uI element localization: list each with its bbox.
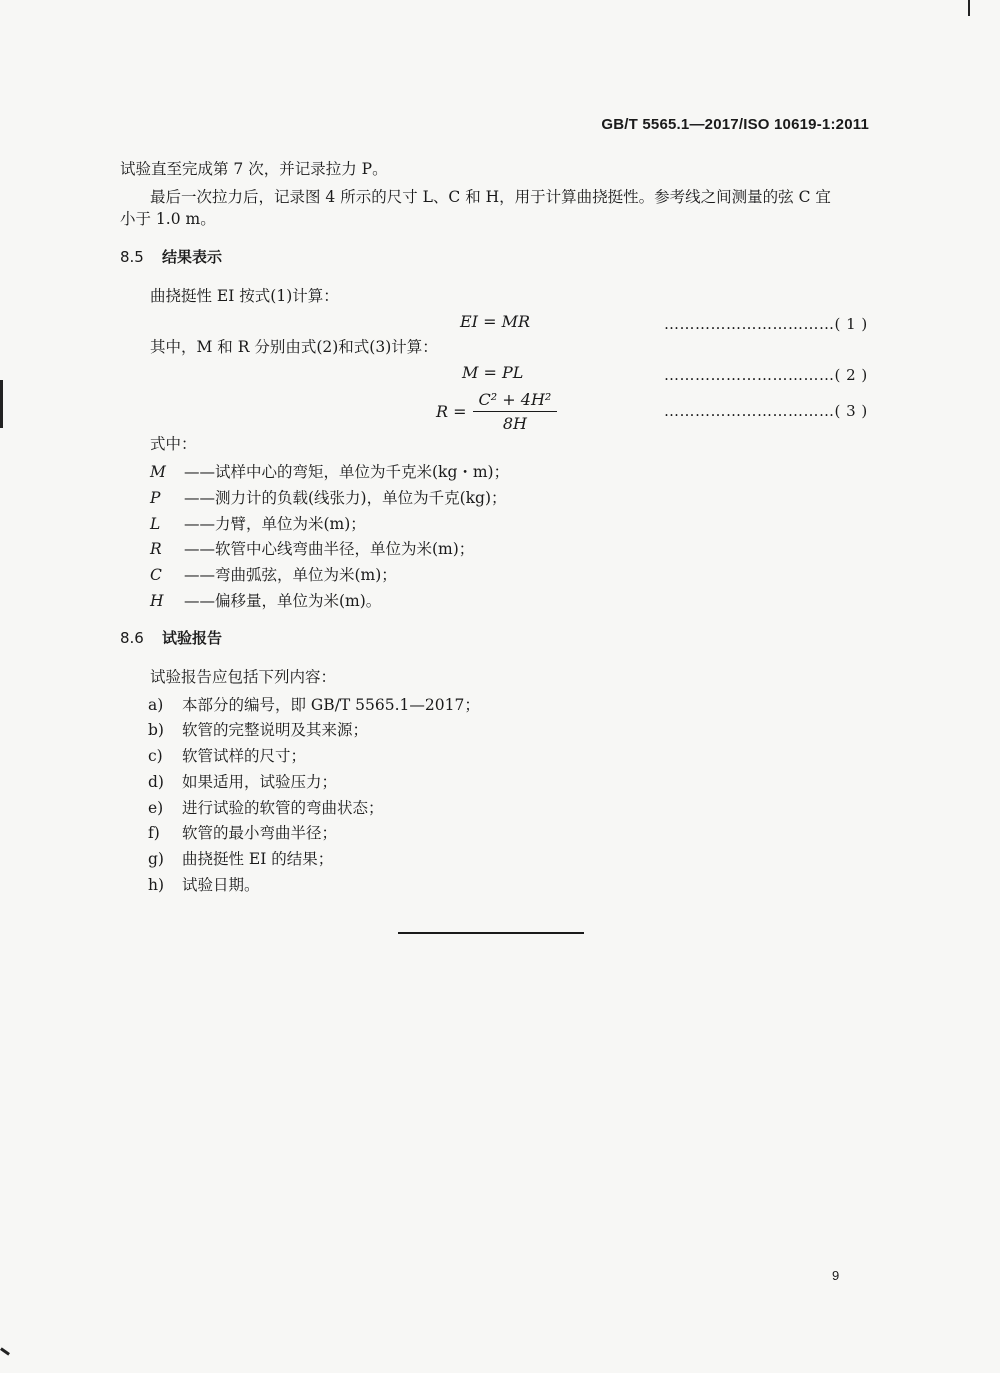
formula-3-numerator: C² + 4H²: [473, 390, 558, 412]
formula-3-lhs: R =: [436, 402, 467, 421]
list-item-label: a): [148, 696, 164, 714]
list-item: [148, 770, 337, 792]
list-item-text: 软管的最小弯曲半径；: [182, 824, 338, 842]
list-item-text: 试验日期。: [182, 876, 260, 894]
formula-lead: 曲挠挺性 EI 按式(1)计算：: [150, 287, 339, 305]
list-item: [148, 821, 337, 843]
variable-description: ——测力计的负载(线张力)，单位为千克(kg)；: [184, 489, 507, 507]
list-item-text: 曲挠挺性 EI 的结果；: [182, 850, 334, 868]
standard-number-header: GB/T 5565.1—2017/ISO 10619-1:2011: [601, 116, 869, 133]
list-item: [148, 847, 333, 869]
end-of-document-rule: [398, 932, 584, 934]
scan-edge-mark-left-lower: [0, 1347, 10, 1355]
variable-symbol: C: [150, 566, 162, 584]
scan-edge-mark-left: [0, 380, 3, 428]
legend-title: 式中：: [150, 435, 197, 453]
variable-description: ——软管中心线弯曲半径，单位为米(m)；: [184, 540, 475, 558]
section-title: 试验报告: [162, 629, 223, 647]
variable-row: [150, 537, 474, 559]
intro-line-2: 最后一次拉力后，记录图 4 所示的尺寸 L、C 和 H，用于计算曲挠挺性。参考线之间测量的弦 C 宜: [150, 188, 831, 206]
formula-3-denominator: 8H: [502, 414, 527, 433]
intro-line-1: 试验直至完成第 7 次，并记录拉力 P。: [120, 160, 388, 178]
formula-3-number: ……………………………( 3 ): [664, 402, 868, 420]
list-item-text: 本部分的编号，即 GB/T 5565.1—2017；: [182, 696, 480, 714]
intro-line-3: 小于 1.0 m。: [120, 210, 216, 228]
variable-row: [150, 512, 366, 534]
variable-symbol: M: [150, 463, 166, 481]
list-item-label: c): [148, 747, 163, 765]
variable-symbol: H: [150, 592, 164, 610]
formula-where: 其中，M 和 R 分别由式(2)和式(3)计算：: [150, 338, 438, 356]
section-8-6-heading: [120, 627, 222, 648]
page-number: 9: [832, 1268, 840, 1283]
section-8-5-heading: [120, 246, 222, 267]
section-number: 8.6: [120, 629, 144, 647]
list-item-label: d): [148, 773, 164, 791]
variable-row: [150, 563, 397, 585]
list-item: [148, 693, 480, 715]
formula-2-number: ……………………………( 2 ): [664, 366, 868, 384]
list-item-label: h): [148, 876, 165, 894]
list-item: [148, 744, 306, 766]
variable-description: ——偏移量，单位为米(m)。: [184, 592, 382, 610]
formula-1-number: ……………………………( 1 ): [664, 315, 868, 333]
list-item: [148, 873, 260, 895]
list-item-label: b): [148, 721, 164, 739]
scan-edge-mark-top: [968, 0, 970, 16]
list-item-label: f): [148, 824, 160, 842]
variable-symbol: R: [150, 540, 162, 558]
variable-description: ——力臂，单位为米(m)；: [184, 515, 366, 533]
variable-row: [150, 589, 381, 611]
list-item: [148, 796, 384, 818]
variable-symbol: L: [150, 515, 161, 533]
list-item: [148, 718, 368, 740]
variable-row: [150, 460, 509, 482]
formula-3-fraction: [473, 390, 558, 433]
list-item-text: 软管试样的尺寸；: [182, 747, 307, 765]
variable-description: ——试样中心的弯矩，单位为千克米(kg・m)；: [184, 463, 510, 481]
variable-description: ——弯曲弧弦，单位为米(m)；: [184, 566, 397, 584]
variable-row: [150, 486, 507, 508]
section-number: 8.5: [120, 248, 144, 266]
formula-3: [436, 390, 557, 433]
section-title: 结果表示: [162, 248, 223, 266]
list-item-label: g): [148, 850, 164, 868]
variable-symbol: P: [150, 489, 161, 507]
list-item-label: e): [148, 799, 164, 817]
list-item-text: 进行试验的软管的弯曲状态；: [182, 799, 384, 817]
report-lead: 试验报告应包括下列内容：: [150, 668, 337, 686]
list-item-text: 软管的完整说明及其来源；: [182, 721, 369, 739]
formula-1: EI = MR: [460, 312, 531, 331]
formula-2: M = PL: [462, 363, 524, 382]
list-item-text: 如果适用，试验压力；: [182, 773, 338, 791]
